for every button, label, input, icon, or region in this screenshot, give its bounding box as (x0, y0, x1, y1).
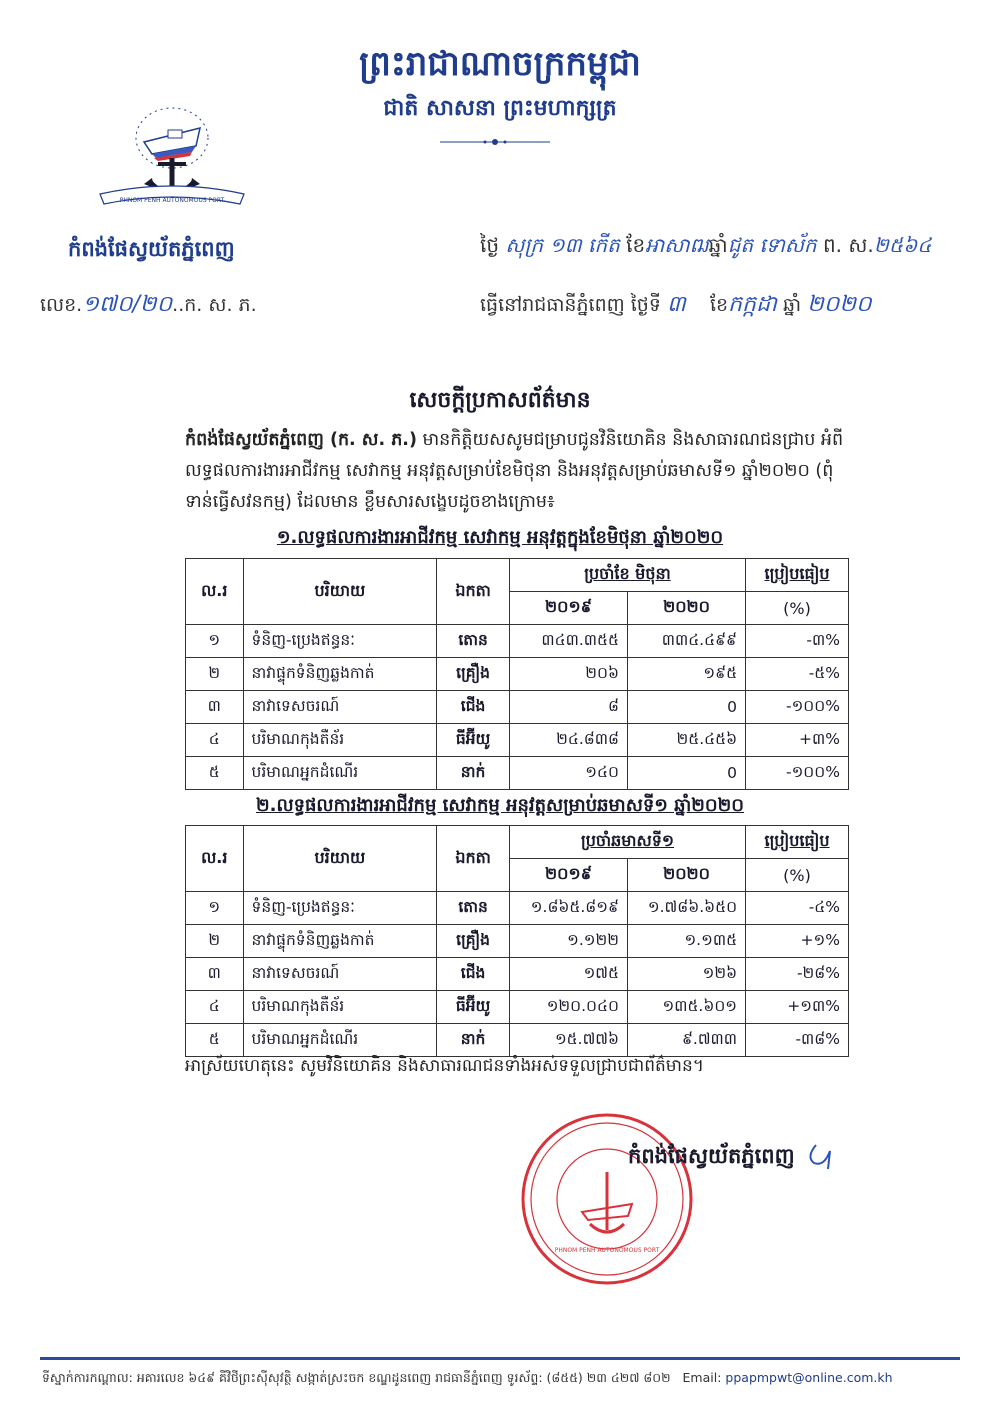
col-desc: បរិយាយ (243, 559, 437, 625)
col-y1: ២០១៩ (509, 592, 627, 625)
row-unit: ធីអ៊ីយូ (437, 724, 510, 757)
row-value-2019: ១៧៥ (509, 958, 627, 991)
divider-ornament (440, 136, 550, 148)
lunar-month-label: ខែ (626, 233, 646, 257)
signatory-org-label: កំពង់ផែស្វយ័តភ្នំពេញ (628, 1144, 795, 1168)
row-value-2020: ១២៦ (627, 958, 745, 991)
col-no: ល.រ (186, 826, 244, 892)
col-y2: ២០២០ (627, 859, 745, 892)
made-at: ធ្វើនៅរាជធានីភ្នំពេញ ថ្ងៃទី (480, 294, 661, 316)
row-number: ២ (186, 925, 244, 958)
reference-number (40, 290, 257, 322)
col-unit: ឯកតា (437, 559, 510, 625)
row-value-2020: 0 (627, 757, 745, 790)
table-row (186, 991, 849, 1024)
col-cmp: ប្រៀបធៀប (746, 826, 849, 859)
section1-title: ១.លទ្ធផលការងារអាជីវកម្ម សេវាកម្ម អនុវត្តក្នុងខែមិថុនា ឆ្នាំ២០២០ (276, 527, 724, 548)
row-description: នាវាទេសចរណ៍ (243, 691, 437, 724)
row-number: ៣ (186, 958, 244, 991)
made-month-label: ខែ (709, 294, 729, 316)
ref-prefix: លេខ. (40, 294, 83, 316)
be-label: ព. ស. (822, 233, 874, 257)
port-logo-icon (92, 98, 252, 223)
table-row (186, 925, 849, 958)
row-value-2019: ៣៤៣.៣៥៥ (509, 625, 627, 658)
be-year: ២៥៦៤ (873, 233, 932, 257)
row-description: បរិមាណកុងតឺន័រ (243, 724, 437, 757)
col-no: ល.រ (186, 559, 244, 625)
row-change-percent: -៥% (746, 658, 849, 691)
document-title: សេចក្តីប្រកាសព័ត៌មាន (409, 388, 591, 413)
row-description: នាវាផ្ទុកទំនិញឆ្លងកាត់ (243, 658, 437, 691)
row-value-2019: ១.៨៦៥.៨១៩ (509, 892, 627, 925)
made-month: កក្កដា (728, 292, 777, 317)
row-value-2020: ៩.៧៣៣ (627, 1024, 745, 1057)
lunar-date (480, 232, 931, 262)
lunar-prefix: ថ្ងៃ (480, 233, 500, 257)
col-desc: បរិយាយ (243, 826, 437, 892)
row-unit: គ្រឿង (437, 658, 510, 691)
row-description: នាវាផ្ទុកទំនិញឆ្លងកាត់ (243, 925, 437, 958)
table-row (186, 625, 849, 658)
lunar-year: ជូត ទោស័ក (727, 233, 817, 257)
made-year-label: ឆ្នាំ (782, 294, 802, 316)
row-value-2020: ១៩៥ (627, 658, 745, 691)
table-row (186, 757, 849, 790)
closing-statement: អាស្រ័យហេតុនេះ សូមវិនិយោគិន និងសាធារណជនទាំងអស់ទទួលជ្រាបជាព័ត៌មាន។ (185, 1056, 704, 1076)
made-day: ៣ (666, 292, 686, 317)
row-number: ១ (186, 892, 244, 925)
row-value-2020: ៣៣៤.៤៩៩ (627, 625, 745, 658)
row-value-2019: ១២០.០៤០ (509, 991, 627, 1024)
row-value-2019: ៨ (509, 691, 627, 724)
col-pct: (%) (746, 859, 849, 892)
row-change-percent: -៣៨% (746, 1024, 849, 1057)
row-value-2020: ២៥.៤៥៦ (627, 724, 745, 757)
row-unit: គ្រឿង (437, 925, 510, 958)
col-y2: ២០២០ (627, 592, 745, 625)
made-year: ២០២០ (807, 292, 872, 317)
footer-rule (40, 1357, 960, 1360)
row-description: បរិមាណអ្នកដំណើរ (243, 757, 437, 790)
row-description: ទំនិញ-ប្រេងឥន្ធនៈ (243, 625, 437, 658)
col-unit: ឯកតា (437, 826, 510, 892)
signatory-org (628, 1143, 836, 1174)
row-unit: នាក់ (437, 1024, 510, 1057)
col-period: ប្រចាំខែ មិថុនា (509, 559, 745, 592)
row-number: ៤ (186, 991, 244, 1024)
row-unit: ជើង (437, 958, 510, 991)
kingdom-title: ព្រះរាជាណាចក្រកម្ពុជា (359, 44, 641, 84)
row-value-2019: ១៤០ (509, 757, 627, 790)
table-row (186, 658, 849, 691)
row-value-2019: ១៥.៧៧៦ (509, 1024, 627, 1057)
lunar-month: អាសាឍ (645, 233, 709, 257)
row-unit: នាក់ (437, 757, 510, 790)
email-link[interactable]: ppapmpwt@online.com.kh (725, 1370, 893, 1385)
semester-results-table (185, 825, 849, 1057)
row-description: បរិមាណអ្នកដំណើរ (243, 1024, 437, 1057)
national-motto: ជាតិ សាសនា ព្រះមហាក្សត្រ (383, 96, 617, 121)
row-change-percent: -១០០% (746, 691, 849, 724)
row-number: ៥ (186, 757, 244, 790)
row-description: បរិមាណកុងតឺន័រ (243, 991, 437, 1024)
col-y1: ២០១៩ (509, 859, 627, 892)
issuer-name: កំពង់ផែស្វយ័តភ្នំពេញ (68, 237, 235, 261)
col-period: ប្រចាំឆមាសទី១ (509, 826, 745, 859)
row-number: ៤ (186, 724, 244, 757)
row-value-2020: ១៣៥.៦០១ (627, 991, 745, 1024)
lunar-day: សុក្រ ១៣ កើត (505, 233, 620, 257)
footer-address (42, 1370, 893, 1389)
row-value-2019: ២៤.៨៣៨ (509, 724, 627, 757)
table-row (186, 724, 849, 757)
ref-number: ១៧០/២០ (82, 292, 173, 317)
official-stamp-icon (520, 1112, 694, 1286)
col-cmp: ប្រៀបធៀប (746, 559, 849, 592)
address-text: ទីស្នាក់ការកណ្តាល: អគារលេខ ៦៤៩ គីវិថីព្រះស៊ីសុវត្ថិ សង្កាត់ស្រះចក ខណ្ឌដូនពេញ រាជធានីភ្នំពេញ ទូរស័ព្ទ: (៨៥៥) ២៣ ៤២៧ ៨០២ (42, 1370, 671, 1385)
row-value-2019: ២០៦ (509, 658, 627, 691)
row-number: ៥ (186, 1024, 244, 1057)
row-description: នាវាទេសចរណ៍ (243, 958, 437, 991)
intro-issuer: កំពង់ផែស្វយ័តភ្នំពេញ (ក. ស. ភ.) (185, 430, 417, 450)
row-value-2019: ១.១២២ (509, 925, 627, 958)
row-change-percent: -១០០% (746, 757, 849, 790)
ref-suffix: ..ក. ស. ភ. (172, 294, 257, 316)
row-unit: តោន (437, 892, 510, 925)
email-label: Email: (682, 1370, 722, 1385)
row-change-percent: -៤% (746, 892, 849, 925)
stamp-text: PHNOM PENH AUTONOMOUS PORT (554, 1247, 660, 1254)
row-change-percent: +១៣% (746, 991, 849, 1024)
logo-text: PHNOM PENH AUTONOMOUS PORT (119, 197, 225, 204)
col-pct: (%) (746, 592, 849, 625)
row-number: ២ (186, 658, 244, 691)
intro-paragraph (185, 425, 845, 518)
signature-icon (802, 1143, 836, 1171)
row-unit: ធីអ៊ីយូ (437, 991, 510, 1024)
row-description: ទំនិញ-ប្រេងឥន្ធនៈ (243, 892, 437, 925)
june-results-table (185, 558, 849, 790)
table-row (186, 958, 849, 991)
row-change-percent: -៣% (746, 625, 849, 658)
lunar-year-label: ឆ្នាំ (708, 233, 728, 257)
row-number: ៣ (186, 691, 244, 724)
row-number: ១ (186, 625, 244, 658)
table-row (186, 691, 849, 724)
row-value-2020: ១.៧៨៦.៦៥០ (627, 892, 745, 925)
row-change-percent: +៣% (746, 724, 849, 757)
section2-title: ២.លទ្ធផលការងារអាជីវកម្ម សេវាកម្ម អនុវត្តសម្រាប់ឆមាសទី១ ឆ្នាំ២០២០ (255, 795, 745, 816)
row-change-percent: +១% (746, 925, 849, 958)
issue-date (480, 290, 872, 322)
row-value-2020: 0 (627, 691, 745, 724)
table-row (186, 1024, 849, 1057)
row-unit: តោន (437, 625, 510, 658)
table-row (186, 892, 849, 925)
intro-text: មានកិត្តិយសសូមជម្រាបជូនវិនិយោគិន និងសាធារណជនជ្រាប អំពីលទ្ធផលការងារអាជីវកម្ម សេវាកម្ម អនុវត្តសម្រាប់ខែមិថុនា និងអនុវត្តសម្រាប់ឆមាសទី១ ឆ្នាំ២០២០ (ពុំទាន់ធ្វើសវនកម្ម) ដែលមាន ខ្លឹមសារសង្ខេបដូចខាងក្រោម៖ (185, 430, 844, 512)
row-value-2020: ១.១៣៥ (627, 925, 745, 958)
row-change-percent: -២៨% (746, 958, 849, 991)
row-unit: ជើង (437, 691, 510, 724)
